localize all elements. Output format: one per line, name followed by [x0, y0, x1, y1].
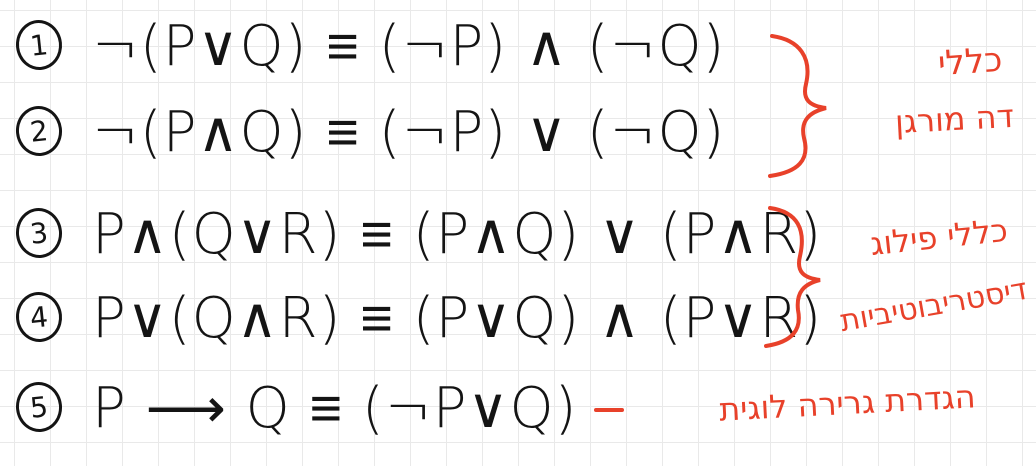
annotation-de-morgan-line1: כללי [936, 39, 1004, 85]
law-row-1 [0, 10, 760, 86]
law-number-5: 5 [14, 380, 65, 435]
law-number-2: 2 [14, 104, 65, 159]
law-formula-2: ¬(P∧Q) ≡ (¬P) ∨ (¬Q) [92, 100, 726, 165]
law-formula-4: P∨(Q∧R) ≡ (P∨Q) ∧ (P∨R) [92, 286, 823, 351]
annotation-de-morgan-line2: דה מורגן [894, 96, 1015, 142]
law-number-4: 4 [14, 290, 65, 345]
annotation-distributive-line2: דיסטריבוטיביות [837, 271, 1030, 340]
law-number-3: 3 [14, 206, 65, 261]
brace-de-morgan [770, 36, 826, 176]
law-row-3 [0, 198, 823, 274]
law-row-5 [0, 372, 760, 448]
law-row-4 [0, 282, 823, 358]
law-formula-1: ¬(P∨Q) ≡ (¬P) ∧ (¬Q) [92, 14, 726, 79]
law-formula-3: P∧(Q∨R) ≡ (P∧Q) ∨ (P∧R) [92, 202, 823, 267]
annotation-implication: הגדרת גרירה לוגית [718, 377, 977, 429]
law-formula-5: P ⟶ Q ≡ (¬P∨Q) [92, 376, 578, 441]
law-number-1: 1 [14, 18, 65, 73]
annotation-distributive-line1: כללי פילוג [868, 210, 1010, 264]
law-row-2 [0, 96, 760, 172]
